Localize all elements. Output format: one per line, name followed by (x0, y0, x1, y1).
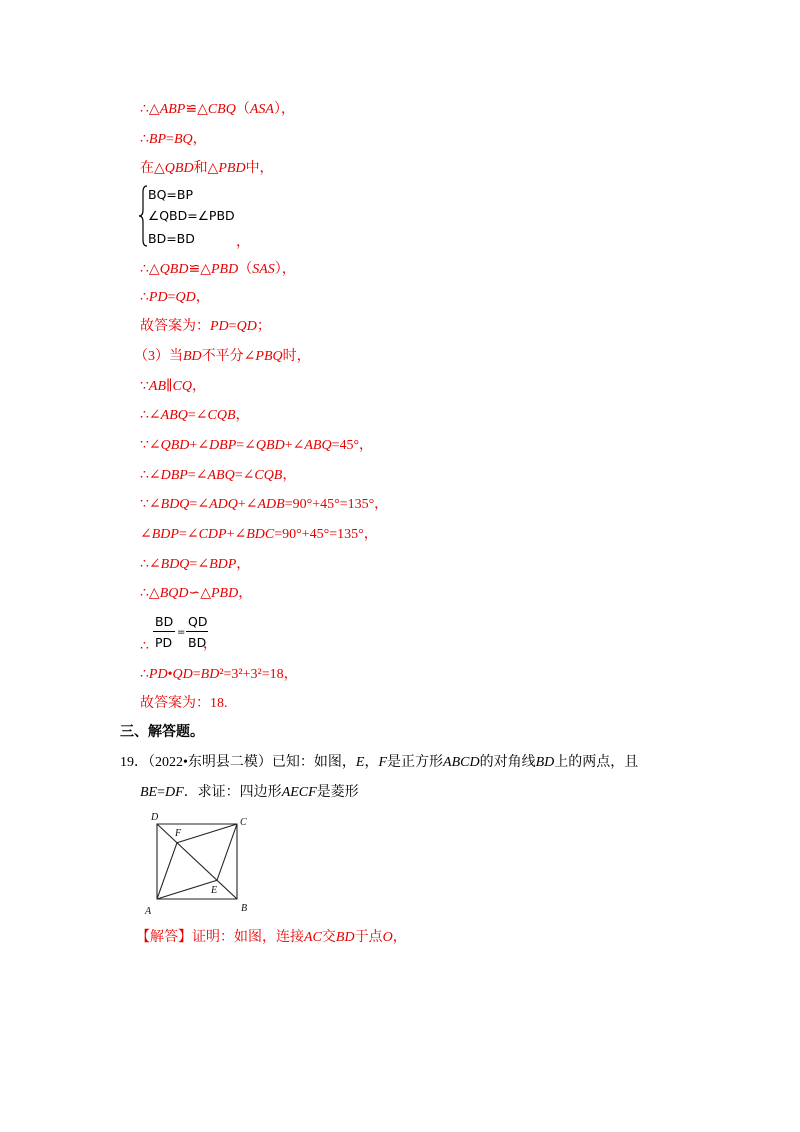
label-e: E (211, 885, 218, 896)
system-equation-1: BQ=BP (148, 187, 194, 202)
solution-line: ∴△QBD≌△PBD（SAS）， (140, 262, 296, 277)
system-trailing-comma: ， (236, 235, 250, 250)
fraction-right-denominator: BD (188, 635, 207, 650)
label-f: F (175, 828, 182, 839)
system-equation-2: ∠QBD=∠PBD (148, 208, 235, 223)
solution-line: ∴PD•QD=BD²=3²+3²=18， (140, 667, 298, 682)
label-a: A (145, 906, 152, 917)
label-b: B (241, 903, 248, 914)
solution-line: ∠BDP=∠CDP+∠BDC=90°+45°=135°， (140, 527, 378, 542)
answer-text: 证明：如图，连接AC交BD于点O， (192, 930, 407, 945)
solution-line: ∴PD=QD， (140, 290, 210, 305)
solution-line: 故答案为：PD=QD； (140, 319, 271, 334)
segment-af (157, 843, 177, 899)
solution-line: ∴BP=BQ， (140, 132, 207, 147)
system-equation-3: BD=BD (148, 231, 195, 246)
question-text-line-2: BE=DF．求证：四边形AECF是菱形 (140, 785, 359, 800)
fraction-equals: = (177, 627, 186, 638)
solution-line: ∴∠BDQ=∠BDP， (140, 557, 251, 572)
square-abcd-figure (140, 808, 255, 918)
solution-line: ∴△ABP≌△CBQ（ASA）， (140, 102, 295, 117)
solution-line: ∴∠ABQ=∠CQB， (140, 408, 250, 423)
fraction-left-numerator: BD (155, 614, 174, 629)
fraction-left-denominator: PD (155, 635, 173, 650)
fraction-right-numerator: QD (188, 614, 208, 629)
solution-line: ∵∠QBD+∠DBP=∠QBD+∠ABQ=45°， (140, 438, 374, 453)
solution-line: （3）当BD不平分∠PBQ时， (134, 349, 311, 364)
label-d: D (151, 812, 159, 823)
question-text-line-1: 19．（2022•东明县二模）已知：如图，E，F是正方形ABCD的对角线BD上的两点，且 (120, 755, 639, 770)
solution-line: ∵AB∥CQ， (140, 379, 206, 394)
answer-line (136, 928, 407, 948)
solution-line: ∵∠BDQ=∠ADQ+∠ADB=90°+45°=135°， (140, 497, 389, 512)
fraction-left-bar (153, 631, 175, 632)
section-heading: 三、解答题。 (120, 725, 204, 740)
segment-cf (177, 824, 237, 843)
solution-line: ∴∠DBP=∠ABQ=∠CQB， (140, 468, 297, 483)
solution-line: 故答案为：18. (140, 696, 228, 711)
segment-ae (157, 880, 217, 899)
solution-line: ∴△BQD∽△PBD， (140, 586, 253, 601)
diagonal-bd (157, 824, 237, 899)
answer-tag: 【解答】 (136, 930, 192, 945)
fraction-right-bar (186, 631, 208, 632)
solution-line: 在△QBD和△PBD中， (140, 161, 274, 176)
fraction-trailing-comma: ， (203, 637, 217, 652)
therefore-symbol: ∴ (140, 639, 149, 654)
segment-ce (217, 824, 237, 880)
label-c: C (240, 817, 247, 828)
